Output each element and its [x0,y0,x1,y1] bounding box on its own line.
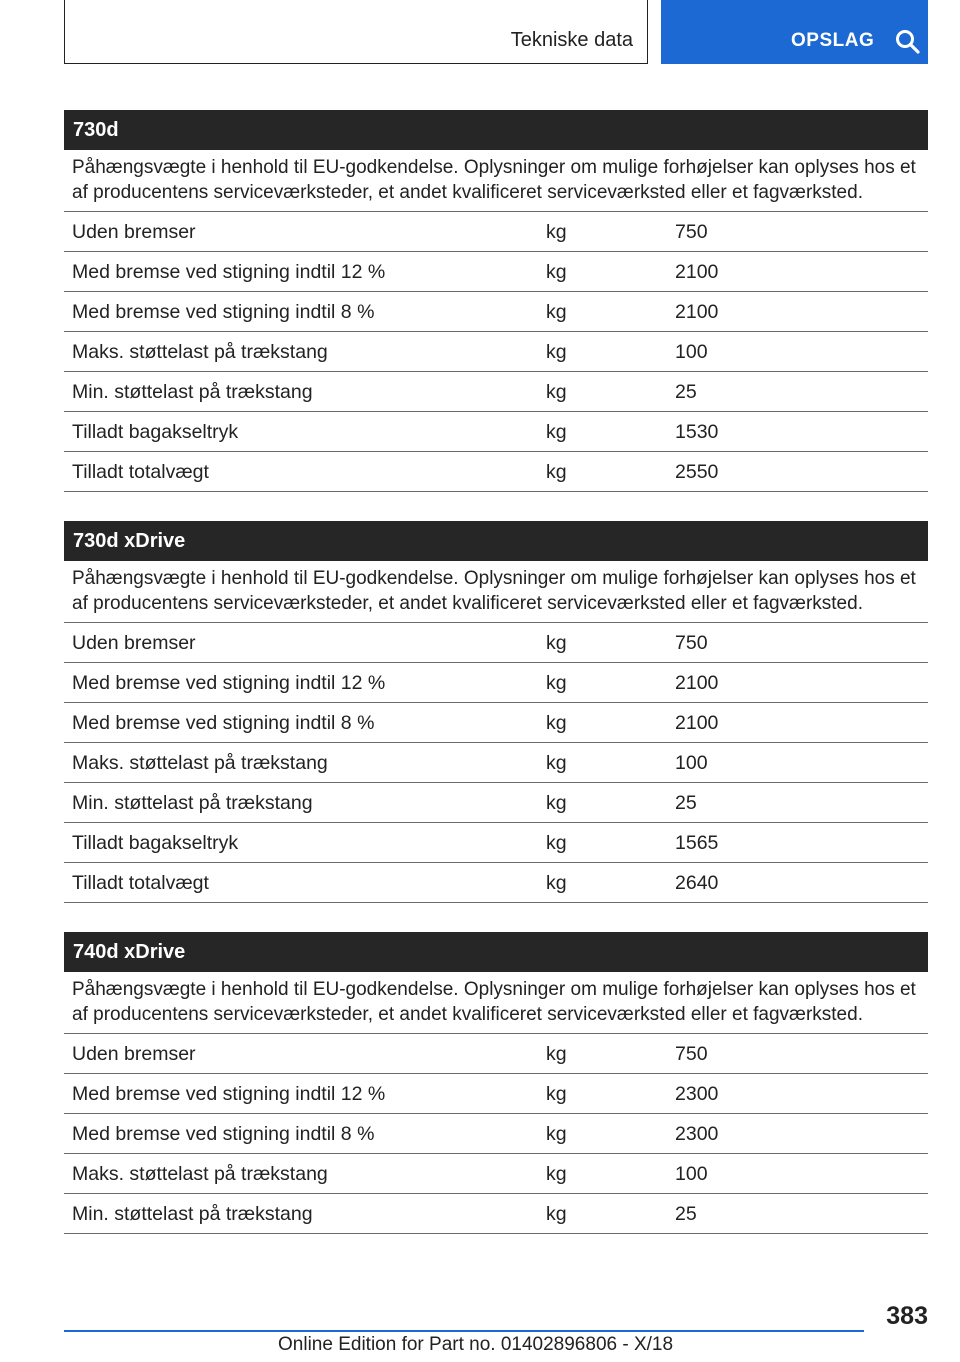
section-description: Påhængsvægte i henhold til EU-godkendelse. Oplysninger om mulige forhøjelser kan oplyses hos et af producentens serviceværksteder, et andet kvalificeret serviceværksted eller et fagværksted. [64,150,928,212]
footer-edition-text: Online Edition for Part no. 01402896806 - X/18 [278,1334,674,1355]
table-row [64,292,928,332]
chapter-tab-label: Tekniske data [510,29,633,51]
table-row [64,212,928,252]
table-row [64,252,928,292]
table-row [64,623,928,663]
row-label: Maks. støttelast på trækstang [72,1163,328,1185]
row-value: 2300 [675,1083,719,1105]
row-unit: kg [546,712,567,734]
row-unit: kg [546,1123,567,1145]
top-bar [64,0,928,66]
row-value: 100 [675,752,708,774]
row-label: Uden bremser [72,221,196,243]
table-row [64,372,928,412]
spec-section-730d-xdrive [64,521,928,903]
row-unit: kg [546,832,567,854]
row-unit: kg [546,461,567,483]
spec-section-730d [64,110,928,492]
row-unit: kg [546,872,567,894]
row-unit: kg [546,301,567,323]
table-row [64,1154,928,1194]
row-value: 25 [675,792,697,814]
row-value: 25 [675,1203,697,1225]
table-row [64,823,928,863]
row-unit: kg [546,261,567,283]
row-value: 100 [675,341,708,363]
row-unit: kg [546,1203,567,1225]
footer-divider [64,1330,864,1332]
row-unit: kg [546,341,567,363]
row-label: Uden bremser [72,1043,196,1065]
row-label: Med bremse ved stigning indtil 12 % [72,1083,386,1105]
table-row [64,1114,928,1154]
table-row [64,863,928,903]
table-row [64,703,928,743]
row-value: 1565 [675,832,719,854]
section-description: Påhængsvægte i henhold til EU-godkendelse. Oplysninger om mulige forhøjelser kan oplyses hos et af producentens serviceværksteder, et andet kvalificeret serviceværksted eller et fagværksted. [64,561,928,623]
row-unit: kg [546,672,567,694]
table-row [64,452,928,492]
row-value: 2100 [675,672,719,694]
row-label: Tilladt bagakseltryk [72,832,239,854]
row-value: 25 [675,381,697,403]
row-label: Tilladt totalvægt [72,872,209,894]
row-unit: kg [546,752,567,774]
table-row [64,1074,928,1114]
row-unit: kg [546,381,567,403]
row-unit: kg [546,1163,567,1185]
search-button[interactable] [661,0,928,64]
row-value: 2640 [675,872,719,894]
row-value: 750 [675,221,708,243]
table-row [64,783,928,823]
table-row [64,743,928,783]
row-unit: kg [546,421,567,443]
row-label: Med bremse ved stigning indtil 12 % [72,672,386,694]
row-unit: kg [546,221,567,243]
search-icon [895,29,921,55]
table-row [64,412,928,452]
table-row [64,332,928,372]
section-title: 740d xDrive [64,932,928,972]
row-label: Med bremse ved stigning indtil 12 % [72,261,386,283]
section-title: 730d [64,110,928,150]
row-value: 2300 [675,1123,719,1145]
row-value: 100 [675,1163,708,1185]
row-value: 2100 [675,301,719,323]
row-label: Med bremse ved stigning indtil 8 % [72,712,375,734]
table-row [64,1194,928,1234]
page-number: 383 [886,1302,928,1330]
row-unit: kg [546,1043,567,1065]
row-label: Uden bremser [72,632,196,654]
row-label: Min. støttelast på trækstang [72,792,313,814]
row-label: Tilladt totalvægt [72,461,209,483]
section-description: Påhængsvægte i henhold til EU-godkendelse. Oplysninger om mulige forhøjelser kan oplyses hos et af producentens serviceværksteder, et andet kvalificeret serviceværksted eller et fagværksted. [64,972,928,1034]
row-value: 750 [675,632,708,654]
row-unit: kg [546,792,567,814]
row-label: Maks. støttelast på trækstang [72,341,328,363]
chapter-tab[interactable] [64,0,648,64]
row-value: 2100 [675,261,719,283]
section-title: 730d xDrive [64,521,928,561]
search-button-label: OPSLAG [791,30,875,51]
row-label: Min. støttelast på trækstang [72,381,313,403]
table-row [64,1034,928,1074]
row-label: Med bremse ved stigning indtil 8 % [72,1123,375,1145]
row-label: Min. støttelast på trækstang [72,1203,313,1225]
row-value: 2550 [675,461,719,483]
spec-section-740d-xdrive [64,932,928,1234]
row-label: Tilladt bagakseltryk [72,421,239,443]
row-unit: kg [546,632,567,654]
row-unit: kg [546,1083,567,1105]
row-value: 1530 [675,421,719,443]
row-value: 2100 [675,712,719,734]
row-label: Maks. støttelast på trækstang [72,752,328,774]
row-value: 750 [675,1043,708,1065]
row-label: Med bremse ved stigning indtil 8 % [72,301,375,323]
table-row [64,663,928,703]
